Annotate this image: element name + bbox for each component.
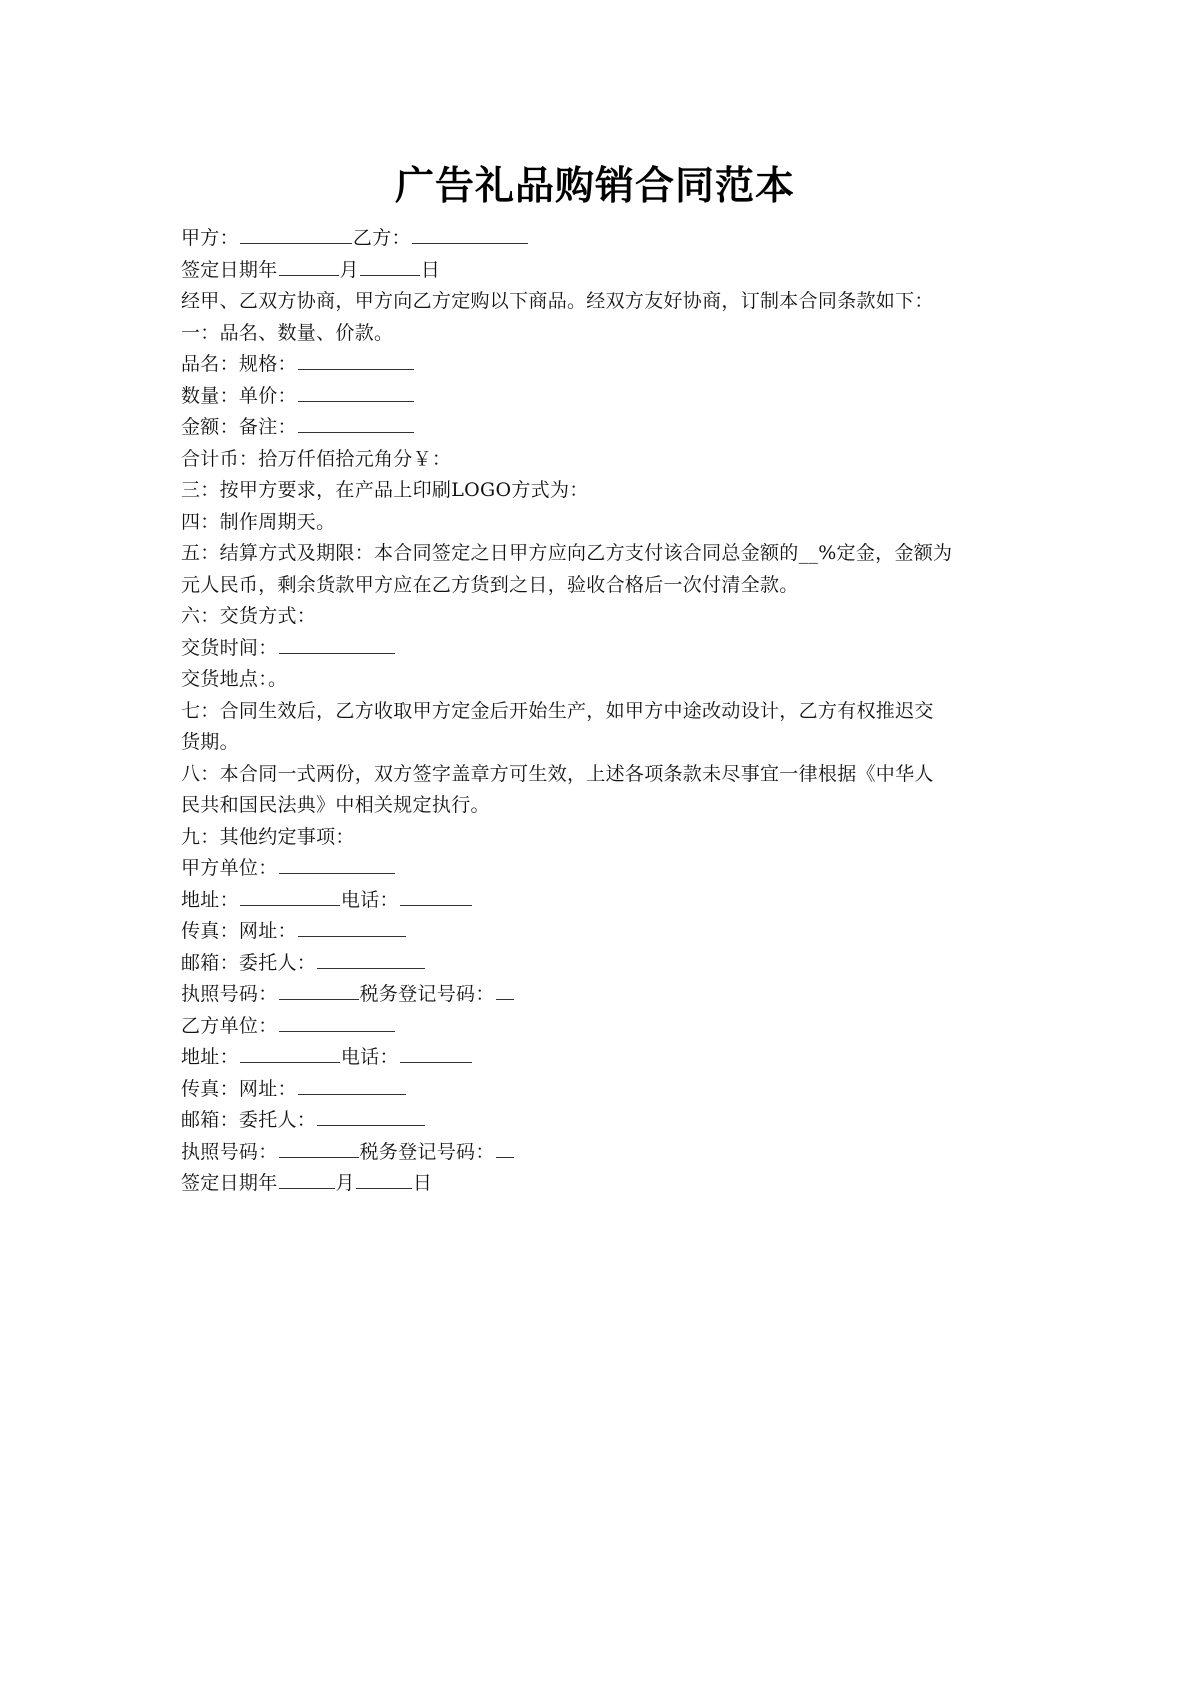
party-a-license-blank[interactable]: [279, 979, 359, 1000]
month-blank[interactable]: [279, 255, 339, 276]
sign-date-label: 签定日期年: [181, 258, 278, 281]
qty-price-label: 数量：单价：: [181, 384, 297, 407]
party-b-label: 乙方：: [352, 227, 411, 249]
party-a-license-label: 执照号码：: [181, 983, 278, 1005]
party-b-unit-label: 乙方单位：: [181, 1014, 278, 1037]
qty-price-blank[interactable]: [298, 381, 414, 402]
party-a-address-line: [181, 885, 1011, 917]
party-b-address-blank[interactable]: [240, 1042, 340, 1063]
party-a-email-agent-label: 邮箱：委托人：: [181, 951, 317, 974]
party-b-tax-label: 税务登记号码：: [359, 1140, 495, 1163]
party-b-unit-line: [181, 1011, 1011, 1043]
party-a-phone-blank[interactable]: [400, 885, 472, 906]
party-a-fax-web-blank[interactable]: [298, 916, 406, 937]
party-b-fax-web-blank[interactable]: [298, 1074, 406, 1095]
bottom-day-blank[interactable]: [356, 1168, 412, 1189]
party-b-email-agent-blank[interactable]: [317, 1105, 425, 1126]
clause-8-b: 民共和国民法典》中相关规定执行。: [181, 794, 490, 816]
qty-price-line: [181, 381, 1011, 413]
party-a-address-label: 地址：: [181, 888, 239, 911]
party-a-email-agent-blank[interactable]: [317, 948, 425, 969]
party-a-fax-web-line: [181, 916, 1011, 948]
amount-note-blank[interactable]: [298, 412, 414, 433]
clause-7-b: 货期。: [181, 731, 239, 753]
party-b-phone-blank[interactable]: [400, 1042, 472, 1063]
name-spec-label: 品名：规格：: [181, 353, 297, 375]
delivery-place-line: 交货地点：。: [181, 668, 288, 690]
amount-note-label: 金额：备注：: [181, 416, 297, 438]
party-b-fax-web-label: 传真：网址：: [181, 1077, 297, 1100]
day-blank[interactable]: [360, 255, 420, 276]
document-body: [181, 223, 1011, 1200]
sign-date-top: [181, 255, 1011, 287]
party-b-phone-label: 电话：: [340, 1046, 399, 1068]
intro-line: 经甲、乙双方协商，甲方向乙方定购以下商品。经双方友好协商，订制本合同条款如下：: [181, 290, 934, 312]
party-a-tax-blank[interactable]: [496, 979, 514, 1000]
amount-note-line: [181, 412, 1011, 444]
bottom-day-label: 日: [412, 1172, 433, 1194]
clause-5-b: 元人民币，剩余货款甲方应在乙方货到之日，验收合格后一次付清全款。: [181, 573, 799, 596]
party-b-tax-blank[interactable]: [496, 1137, 514, 1158]
sign-date-bottom-label: 签定日期年: [181, 1172, 278, 1194]
party-b-blank[interactable]: [412, 223, 528, 244]
clause-6: 六：交货方式：: [181, 605, 317, 627]
party-a-blank[interactable]: [240, 223, 352, 244]
party-b-unit-blank[interactable]: [279, 1011, 395, 1032]
document-title: 广告礼品购销合同范本: [394, 164, 795, 209]
party-b-license-label: 执照号码：: [181, 1140, 278, 1163]
party-a-label: 甲方：: [181, 227, 239, 249]
party-a-unit-line: [181, 853, 1011, 885]
clause-4: 四：制作周期天。: [181, 510, 336, 533]
name-spec-line: [181, 349, 1011, 381]
bottom-month-blank[interactable]: [279, 1168, 335, 1189]
clause-3: 三：按甲方要求，在产品上印刷LOGO方式为：: [181, 479, 589, 501]
parties-line: [181, 223, 1011, 255]
party-b-email-agent-label: 邮箱：委托人：: [181, 1109, 317, 1131]
party-b-license-line: [181, 1137, 1011, 1169]
day-label: 日: [420, 258, 441, 281]
delivery-time-blank[interactable]: [279, 633, 395, 654]
party-a-email-agent-line: [181, 948, 1011, 980]
month-label: 月: [339, 258, 359, 281]
party-b-address-line: [181, 1042, 1011, 1074]
party-a-license-line: [181, 979, 1011, 1011]
clause-8-a: 八：本合同一式两份，双方签字盖章方可生效，上述各项条款未尽事宜一律根据《中华人: [181, 762, 934, 785]
clause-5-a: 五：结算方式及期限：本合同签定之日甲方应向乙方支付该合同总金额的__%定金，金额为: [181, 542, 953, 564]
party-a-address-blank[interactable]: [240, 885, 340, 906]
party-a-unit-label: 甲方单位：: [181, 857, 278, 879]
delivery-time-label: 交货时间：: [181, 636, 278, 659]
clause-1: 一：品名、数量、价款。: [181, 321, 394, 344]
party-b-license-blank[interactable]: [279, 1137, 359, 1158]
name-spec-blank[interactable]: [298, 349, 414, 370]
delivery-time-line: [181, 633, 1011, 665]
party-b-fax-web-line: [181, 1074, 1011, 1106]
party-a-unit-blank[interactable]: [279, 853, 395, 874]
party-b-email-agent-line: [181, 1105, 1011, 1137]
party-b-address-label: 地址：: [181, 1046, 239, 1068]
clause-9: 九：其他约定事项：: [181, 825, 355, 848]
clause-7-a: 七：合同生效后，乙方收取甲方定金后开始生产，如甲方中途改动设计，乙方有权推迟交: [181, 699, 934, 722]
total-line: 合计币：拾万仟佰拾元角分￥：: [181, 447, 452, 470]
party-a-fax-web-label: 传真：网址：: [181, 920, 297, 942]
sign-date-bottom: [181, 1168, 1011, 1200]
party-a-phone-label: 电话：: [340, 888, 399, 911]
bottom-month-label: 月: [335, 1172, 355, 1194]
party-a-tax-label: 税务登记号码：: [359, 983, 495, 1005]
